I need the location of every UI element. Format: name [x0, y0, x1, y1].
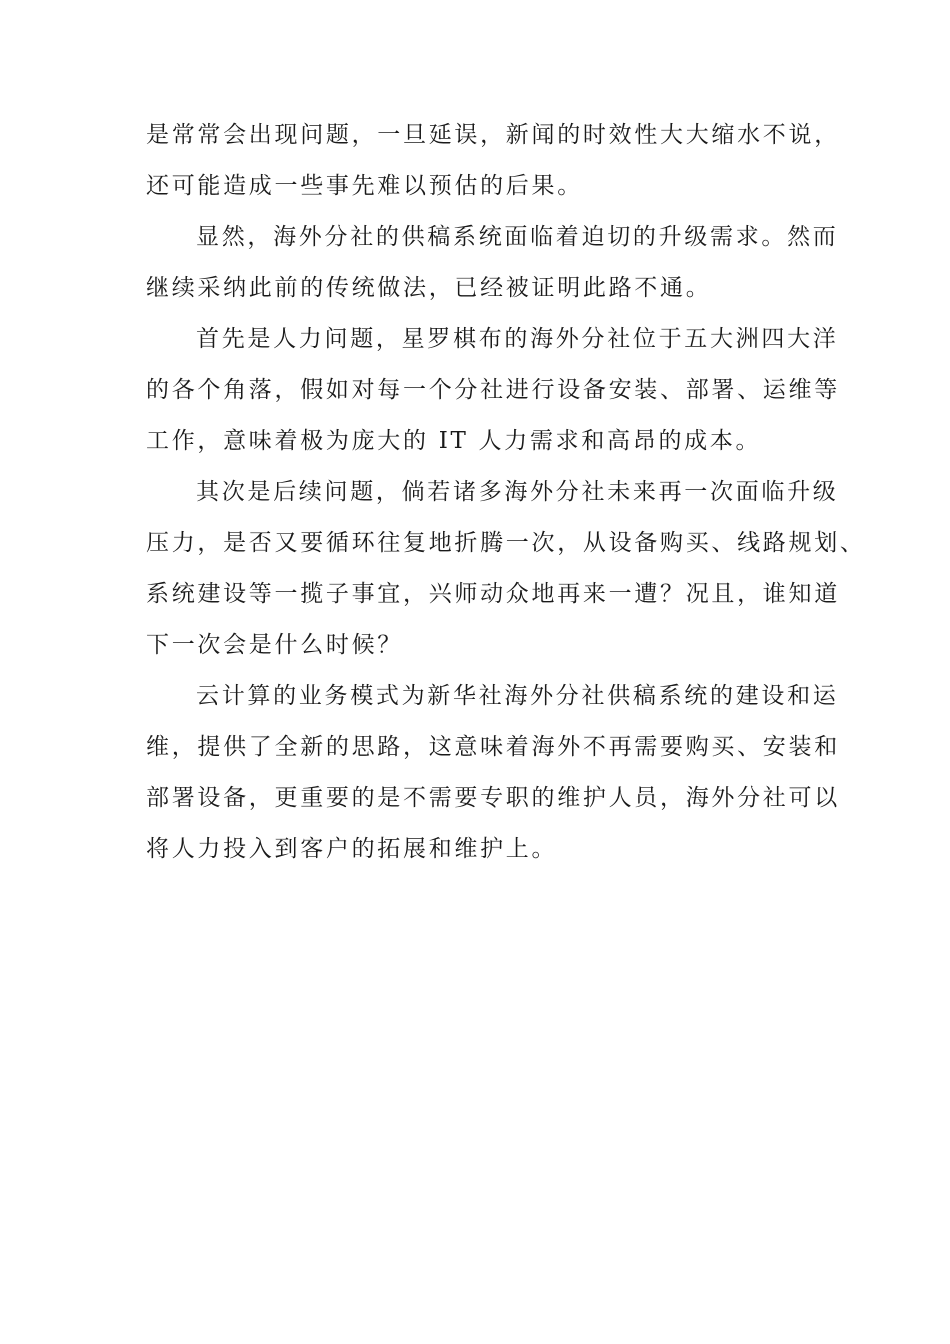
- text-line: 工作，意味着极为庞大的 IT 人力需求和高昂的成本。: [146, 428, 762, 454]
- paragraph-first-line: 云计算的业务模式为新华社海外分社供稿系统的建设和运: [196, 683, 839, 709]
- text-line: 系统建设等一揽子事宜，兴师动众地再来一遭？况且，谁知道: [146, 581, 840, 607]
- text-line: 还可能造成一些事先难以预估的后果。: [146, 173, 583, 199]
- text-line: 继续采纳此前的传统做法，已经被证明此路不通。: [146, 275, 712, 301]
- text-line: 部署设备，更重要的是不需要专职的维护人员，海外分社可以: [146, 785, 840, 811]
- paragraph-first-line: 显然，海外分社的供稿系统面临着迫切的升级需求。然而: [196, 224, 839, 250]
- text-line: 是常常会出现问题，一旦延误，新闻的时效性大大缩水不说，: [146, 122, 840, 148]
- text-line: 将人力投入到客户的拓展和维护上。: [146, 836, 558, 862]
- paragraph-first-line: 其次是后续问题，倘若诸多海外分社未来再一次面临升级: [196, 479, 839, 505]
- text-line: 的各个角落，假如对每一个分社进行设备安装、部署、运维等: [146, 377, 840, 403]
- text-line: 下一次会是什么时候？: [146, 632, 403, 658]
- text-line: 维，提供了全新的思路，这意味着海外不再需要购买、安装和: [146, 734, 840, 760]
- text-line: 压力，是否又要循环往复地折腾一次，从设备购买、线路规划、: [146, 530, 866, 556]
- paragraph-first-line: 首先是人力问题，星罗棋布的海外分社位于五大洲四大洋: [196, 326, 839, 352]
- document-body: [146, 122, 866, 887]
